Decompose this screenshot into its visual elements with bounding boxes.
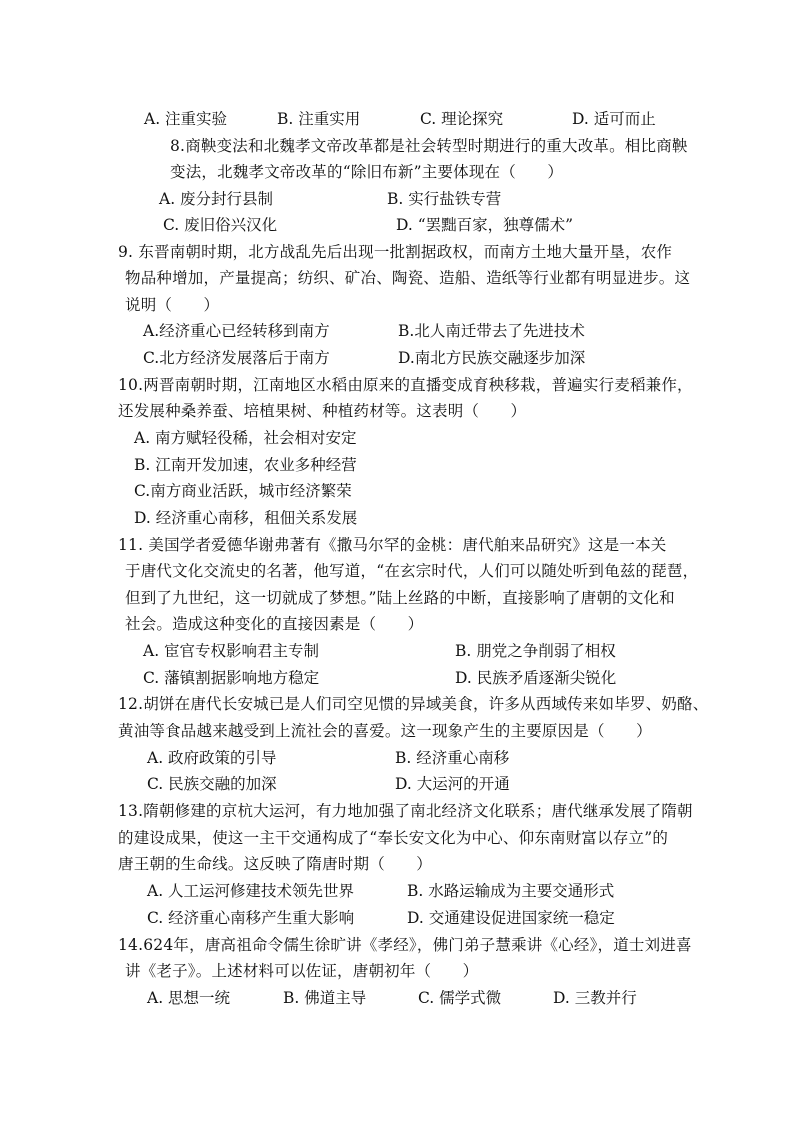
q9-stem-line-1: 9. 东晋南朝时期，北方战乱先后出现一批割据政权，而南方土地大量开垦，农作 — [118, 243, 673, 261]
q11-option-d: D. 民族矛盾逐渐尖锐化 — [455, 669, 617, 687]
q9-option-c: C.北方经济发展落后于南方 — [143, 349, 330, 367]
q11-option-c: C. 藩镇割据影响地方稳定 — [143, 669, 320, 687]
q13-option-b: B. 水路运输成为主要交通形式 — [407, 882, 615, 900]
q12-option-b: B. 经济重心南移 — [395, 749, 510, 767]
q11-option-a: A. 宦官专权影响君主专制 — [143, 642, 320, 660]
q14-option-c: C. 儒学式微 — [418, 989, 502, 1007]
q7-option-b: B. 注重实用 — [277, 110, 361, 128]
q9-option-a: A.经济重心已经转移到南方 — [143, 322, 330, 340]
q8-option-d: D. “罢黜百家，独尊儒术” — [396, 216, 574, 234]
q14-stem-line-1: 14.624年，唐高祖命令儒生徐旷讲《孝经》，佛门弟子慧乘讲《心经》，道士刘进喜 — [118, 936, 692, 954]
q13-stem-line-3: 唐王朝的生命线。这反映了隋唐时期（ ） — [118, 855, 433, 873]
q11-stem-line-1: 11. 美国学者爱德华谢弗著有《撒马尔罕的金桃：唐代舶来品研究》这是一本关 — [118, 536, 667, 554]
q12-stem-line-2: 黄油等食品越来越受到上流社会的喜爱。这一现象产生的主要原因是（ ） — [118, 722, 652, 740]
q13-option-d: D. 交通建设促进国家统一稳定 — [407, 909, 615, 927]
q10-option-d: D. 经济重心南移，租佃关系发展 — [134, 509, 358, 527]
q14-option-a: A. 思想一统 — [147, 989, 231, 1007]
q12-option-d: D. 大运河的开通 — [395, 775, 510, 793]
q11-stem-line-4: 社会。造成这种变化的直接因素是（ ） — [125, 615, 424, 633]
q11-option-b: B. 朋党之争削弱了相权 — [455, 642, 616, 660]
q10-option-c: C.南方商业活跃，城市经济繁荣 — [134, 482, 352, 500]
q8-option-c: C. 废旧俗兴汉化 — [163, 216, 278, 234]
q10-stem-line-2: 还发展种桑养蚕、培植果树、种植药材等。这表明（ ） — [118, 402, 527, 420]
q13-option-a: A. 人工运河修建技术领先世界 — [147, 882, 355, 900]
q14-stem-line-2: 讲《老子》。上述材料可以佐证，唐朝初年（ ） — [125, 962, 479, 980]
q7-option-d: D. 适可而止 — [572, 110, 656, 128]
q8-stem-line-1: 8.商鞅变法和北魏孝文帝改革都是社会转型时期进行的重大改革。相比商鞅 — [170, 137, 688, 155]
q14-option-b: B. 佛道主导 — [283, 989, 367, 1007]
q10-option-b: B. 江南开发加速，农业多种经营 — [134, 456, 357, 474]
q13-option-c: C. 经济重心南移产生重大影响 — [147, 909, 355, 927]
q11-stem-line-2: 于唐代文化交流史的名著，他写道，“在玄宗时代，人们可以随处听到龟兹的琵琶， — [125, 562, 699, 580]
q13-stem-line-2: 的建设成果，使这一主干交通构成了“奉长安文化为中心、仰东南财富以存立”的 — [118, 829, 669, 847]
q10-stem-line-1: 10.两晋南朝时期，江南地区水稻由原来的直播变成育秧移栽，普遍实行麦稻兼作， — [118, 376, 693, 394]
q9-option-b: B.北人南迁带去了先进技术 — [398, 322, 585, 340]
q9-stem-line-2: 物品种增加，产量提高；纺织、矿冶、陶瓷、造船、造纸等行业都有明显进步。这 — [125, 269, 691, 287]
q7-option-a: A. 注重实验 — [144, 110, 228, 128]
q8-option-b: B. 实行盐铁专营 — [387, 190, 502, 208]
q8-option-a: A. 废分封行县制 — [159, 190, 274, 208]
q8-stem-line-2: 变法，北魏孝文帝改革的“除旧布新”主要体现在（ ） — [170, 163, 564, 181]
q12-option-c: C. 民族交融的加深 — [147, 775, 277, 793]
q12-option-a: A. 政府政策的引导 — [147, 749, 277, 767]
q9-stem-line-3: 说明（ ） — [125, 296, 220, 314]
q7-option-c: C. 理论探究 — [420, 110, 504, 128]
q9-option-d: D.南北方民族交融逐步加深 — [398, 349, 586, 367]
q13-stem-line-1: 13.隋朝修建的京杭大运河，有力地加强了南北经济文化联系；唐代继承发展了隋朝 — [118, 802, 693, 820]
q12-stem-line-1: 12.胡饼在唐代长安城已是人们司空见惯的异域美食，许多从西域传来如毕罗、奶酪、 — [118, 695, 709, 713]
q11-stem-line-3: 但到了九世纪，这一切就成了梦想。”陆上丝路的中断，直接影响了唐朝的文化和 — [125, 589, 675, 607]
q10-option-a: A. 南方赋轻役稀，社会相对安定 — [134, 429, 357, 447]
q14-option-d: D. 三教并行 — [553, 989, 637, 1007]
